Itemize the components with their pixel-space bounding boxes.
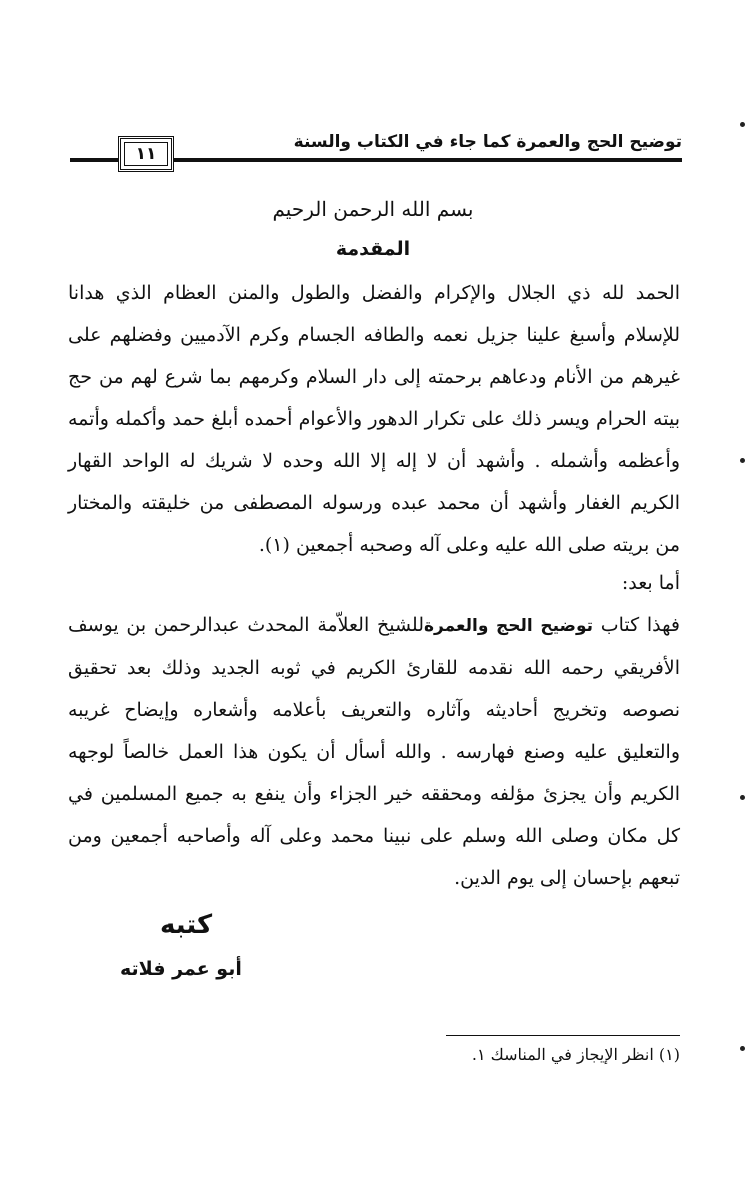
footnote-rule: [446, 1035, 680, 1036]
margin-mark: [740, 122, 745, 127]
intro-paragraph-text: الحمد لله ذي الجلال والإكرام والفضل والطول والمنن العظام الذي هدانا للإسلام وأسبغ علينا جزيل نعمه والطافه الجسام وكرم الآدميين وفضلهم على غيرهم من الأنام ودعاهم برحمته إلى دار السلام وكرمهم بما شرع لهم من حج بيته الحرام ويسر ذلك على تكرار الدهور والأعوام أحمده أبلغ حمد وأكمله وأتمه وأعظمه وأشمله . وأشهد أن لا إله إلا الله وحده لا شريك له الواحد القهار الكريم الغفار وأشهد أن محمد عبده ورسوله المصطفى من خليقته والمختار من بريته صلى الله عليه وعلى آله وصحبه أجمعين (١).: [68, 282, 680, 556]
margin-mark: [740, 795, 745, 800]
amma-bad: [68, 562, 680, 604]
intro-paragraph: [68, 272, 680, 566]
book-name: توضيح الحج والعمرة: [424, 616, 593, 636]
body-paragraph-text: [68, 604, 680, 899]
body-lead: فهذا كتاب: [600, 614, 680, 636]
running-header-title: توضيح الحج والعمرة كما جاء في الكتاب والسنة: [293, 132, 682, 152]
signature-label: كتبه: [160, 910, 213, 940]
basmala: بسم الله الرحمن الرحيم: [272, 197, 474, 221]
amma-bad-text: أما بعد:: [621, 572, 680, 594]
page-number: ١١: [135, 144, 157, 164]
margin-mark: [740, 458, 745, 463]
margin-mark: [740, 1046, 745, 1051]
footnote: (١) انظر الإيجاز في المناسك ١.: [471, 1045, 680, 1064]
body-rest: للشيخ العلاّمة المحدث عبدالرحمن بن يوسف الأفريقي رحمه الله نقدمه للقارئ الكريم في ثوبه الجديد وذلك بعد تحقيق نصوصه وتخريج أحاديثه وآثاره والتعريف بأعلامه وأشعاره وإيضاح غريبه والتعليق عليه وصنع فهارسه . والله أسأل أن يكون هذا العمل خالصاً لوجهه الكريم وأن يجزئ مؤلفه ومحققه خير الجزاء وأن ينفع به جميع المسلمين في كل مكان وصلى الله وسلم على نبينا محمد وعلى آله وأصاحبه أجمعين ومن تبعهم بإحسان إلى يوم الدين.: [68, 614, 680, 889]
body-paragraph: [68, 604, 680, 899]
section-heading: المقدمة: [335, 238, 411, 260]
page-number-box: [118, 136, 174, 172]
signature-name: أبو عمر فلاته: [120, 958, 242, 980]
